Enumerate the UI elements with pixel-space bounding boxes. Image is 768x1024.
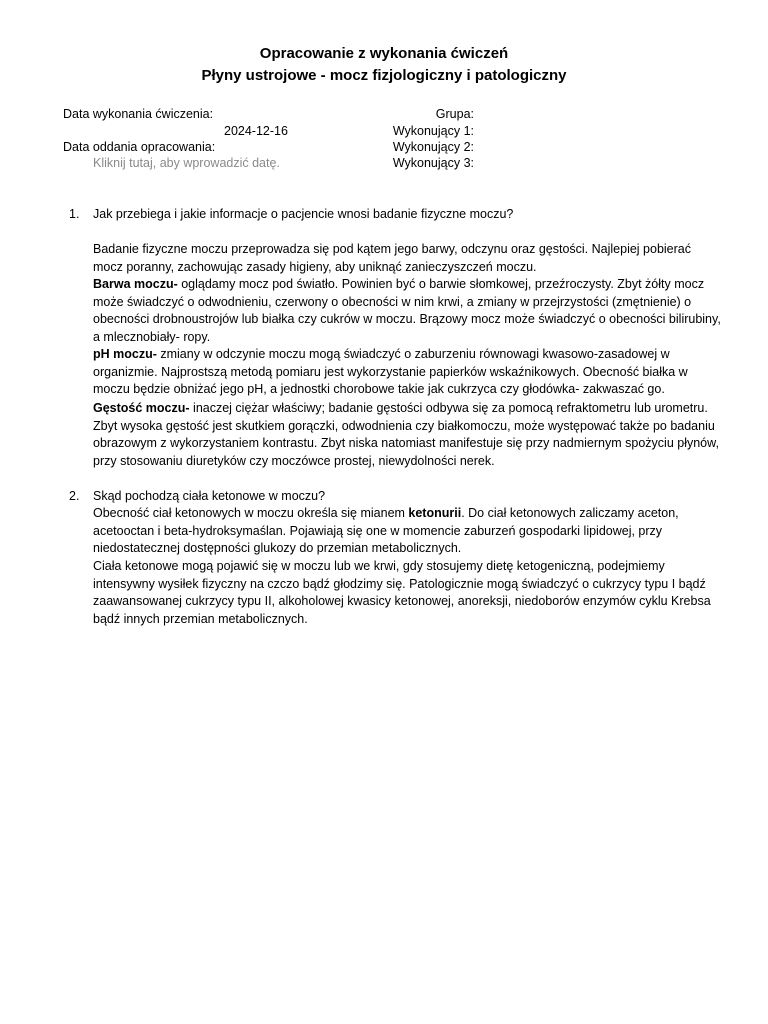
question-2-number: 2. [69,489,80,503]
date-done-value[interactable]: 2024-12-16 [224,124,288,138]
date-submitted-picker[interactable]: Kliknij tutaj, aby wprowadzić datę. [93,156,280,170]
group-label: Grupa: [435,107,474,121]
performer-2-label: Wykonujący 2: [392,140,474,154]
answer-1-ph-paragraph [93,346,723,399]
question-1-number: 1. [69,207,80,221]
performer-3-label: Wykonujący 3: [392,156,474,170]
question-2-text: Skąd pochodzą ciała ketonowe w moczu? [93,489,326,503]
answer-2-p1-before: Obecność ciał ketonowych w moczu określa się mianem [93,506,409,520]
answer-2-p1-after: . Do ciał ketonowych zaliczamy aceton, acetooctan i beta-hydroksymaślan. Pojawiają się one w momencie zaburzeń gospodarki lipidowej, przy niedostatecznej dostępności glukozy do przemian metabolicznych. [93,506,679,556]
density-term: Gęstość moczu- [93,401,190,415]
ketonuria-term: ketonurii [408,506,462,520]
answer-1-color-paragraph [93,276,723,346]
answer-2-paragraph-2: Ciała ketonowe mogą pojawić się w moczu lub we krwi, gdy stosujemy dietę ketogeniczną, podejmiemy intensywny wysiłek fizyczny na czczo bądź głodzimy się. Patologicznie mogą świadczyć o cukrzycy typu I bądź zaawansowanej cukrzycy typu II, alkoholowej kwasicy ketonowej, anoreksji, niedoborów enzymów cyklu Krebsa bądź innych przemian metabolicznych. [93,559,711,626]
document-title: Opracowanie z wykonania ćwiczeń [259,45,509,62]
color-term: Barwa moczu- [93,277,178,291]
document-subtitle: Płyny ustrojowe - mocz fizjologiczny i patologiczny [201,67,567,84]
ph-text: zmiany w odczynie moczu mogą świadczyć o zaburzeniu równowagi kwasowo-zasadowej w organizmie. Najprostszą metodą pomiaru jest wykorzystanie papierków wskaźnikowych. Obecność białka w moczu będzie obniżać jego pH, a jednostki chorobowe takie jak cukrzyca czy głodówka- zakwaszać go. [93,347,688,397]
color-text: oglądamy mocz pod światło. Powinien być o barwie słomkowej, przeźroczysty. Zbyt żółty mocz może świadczyć o odwodnieniu, czerwony o obecności w nim krwi, a zmiany w przejrzystości (zmętnienie) o obecności drobnoustrojów lub białka czy cukrów w moczu. Brązowy mocz może świadczyć o obecności bilirubiny, a mlecznobiały- ropy. [93,277,721,344]
date-done-label: Data wykonania ćwiczenia: [63,107,214,121]
density-text: inaczej ciężar właściwy; badanie gęstości odbywa się za pomocą refraktometru lub urometru. Zbyt wysoka gęstość jest skutkiem gorączki, odwodnienia czy białkomoczu, może występować także po badaniu obrazowym z wykorzystaniem kontrastu. Zbyt niska natomiast manifestuje się przy nadmiernym spożyciu płynów, przy stosowaniu diuretyków czy moczówce prostej, niewydolności nerek. [93,401,719,468]
answer-2-paragraph-1 [93,505,723,558]
answer-1-intro: Badanie fizyczne moczu przeprowadza się pod kątem jego barwy, odczynu oraz gęstości. Najlepiej pobierać mocz poranny, zachowując zasady higieny, aby uniknąć zanieczyszczeń moczu. [93,242,691,274]
ph-term: pH moczu- [93,347,157,361]
performer-1-label: Wykonujący 1: [392,124,474,138]
answer-1-density-paragraph [93,400,723,470]
date-submitted-label: Data oddania opracowania: [63,140,216,154]
question-1-text: Jak przebiega i jakie informacje o pacjencie wnosi badanie fizyczne moczu? [93,207,514,221]
